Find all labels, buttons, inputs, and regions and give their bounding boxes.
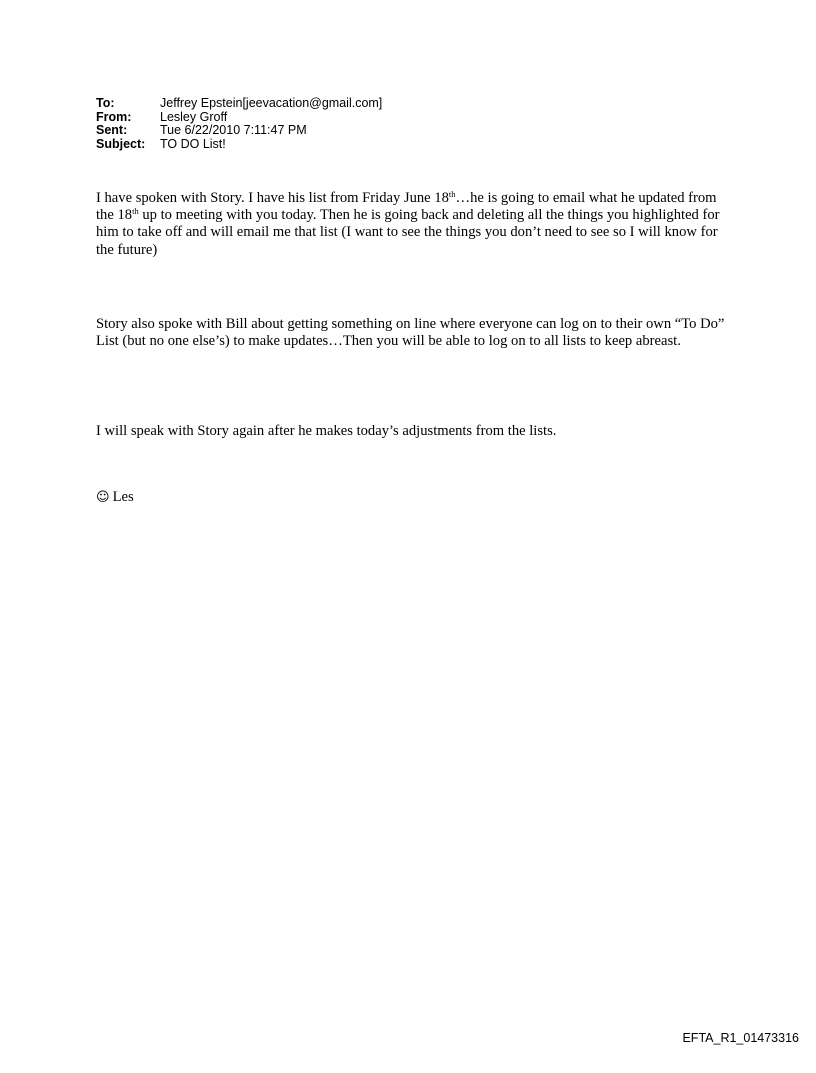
to-label: To: (96, 96, 115, 110)
body-paragraph-3 (96, 423, 728, 440)
to-row (96, 97, 382, 111)
sent-label: Sent: (96, 123, 128, 138)
from-value: Lesley Groff (160, 109, 228, 124)
sent-row (96, 124, 382, 138)
subject-row (96, 138, 382, 152)
email-header (96, 97, 382, 151)
sent-value: Tue 6/22/2010 7:11:47 PM (160, 123, 307, 138)
body-paragraph-2 (96, 316, 728, 350)
paragraph-3-text: I will speak with Story again after he makes today’s adjustments from the lists. (96, 423, 557, 439)
from-row (96, 111, 382, 125)
paragraph-1-part-b: …he is going to email what he updated from the 18 (96, 190, 717, 224)
paragraph-2-text: Story also spoke with Bill about getting something on line where everyone can log on to their own “To Do” List (but no one else’s) to make updates…Then you will be able to log on to all lists to keep abreast. (96, 316, 725, 350)
ordinal-suffix-1: th (448, 189, 456, 199)
paragraph-1-part-a: I have spoken with Story. I have his list from Friday June 18 (96, 190, 449, 206)
signoff (96, 489, 728, 506)
subject-value: TO DO List! (160, 136, 226, 151)
document-id: EFTA_R1_01473316 (682, 1031, 799, 1045)
paragraph-1-part-c: up to meeting with you today. Then he is going back and deleting all the things you highlighted for him to take off and will email me that list (I want to see the things you don’t need to see so I will know for the future) (96, 207, 720, 258)
body-paragraph-1 (96, 190, 728, 259)
from-label: From: (96, 109, 132, 124)
smiley-face-icon: ☺ (96, 490, 110, 505)
to-value: Jeffrey Epstein[jeevacation@gmail.com] (160, 96, 383, 110)
ordinal-suffix-2: th (132, 206, 139, 217)
signoff-name: Les (112, 489, 134, 505)
subject-label: Subject: (96, 136, 146, 151)
